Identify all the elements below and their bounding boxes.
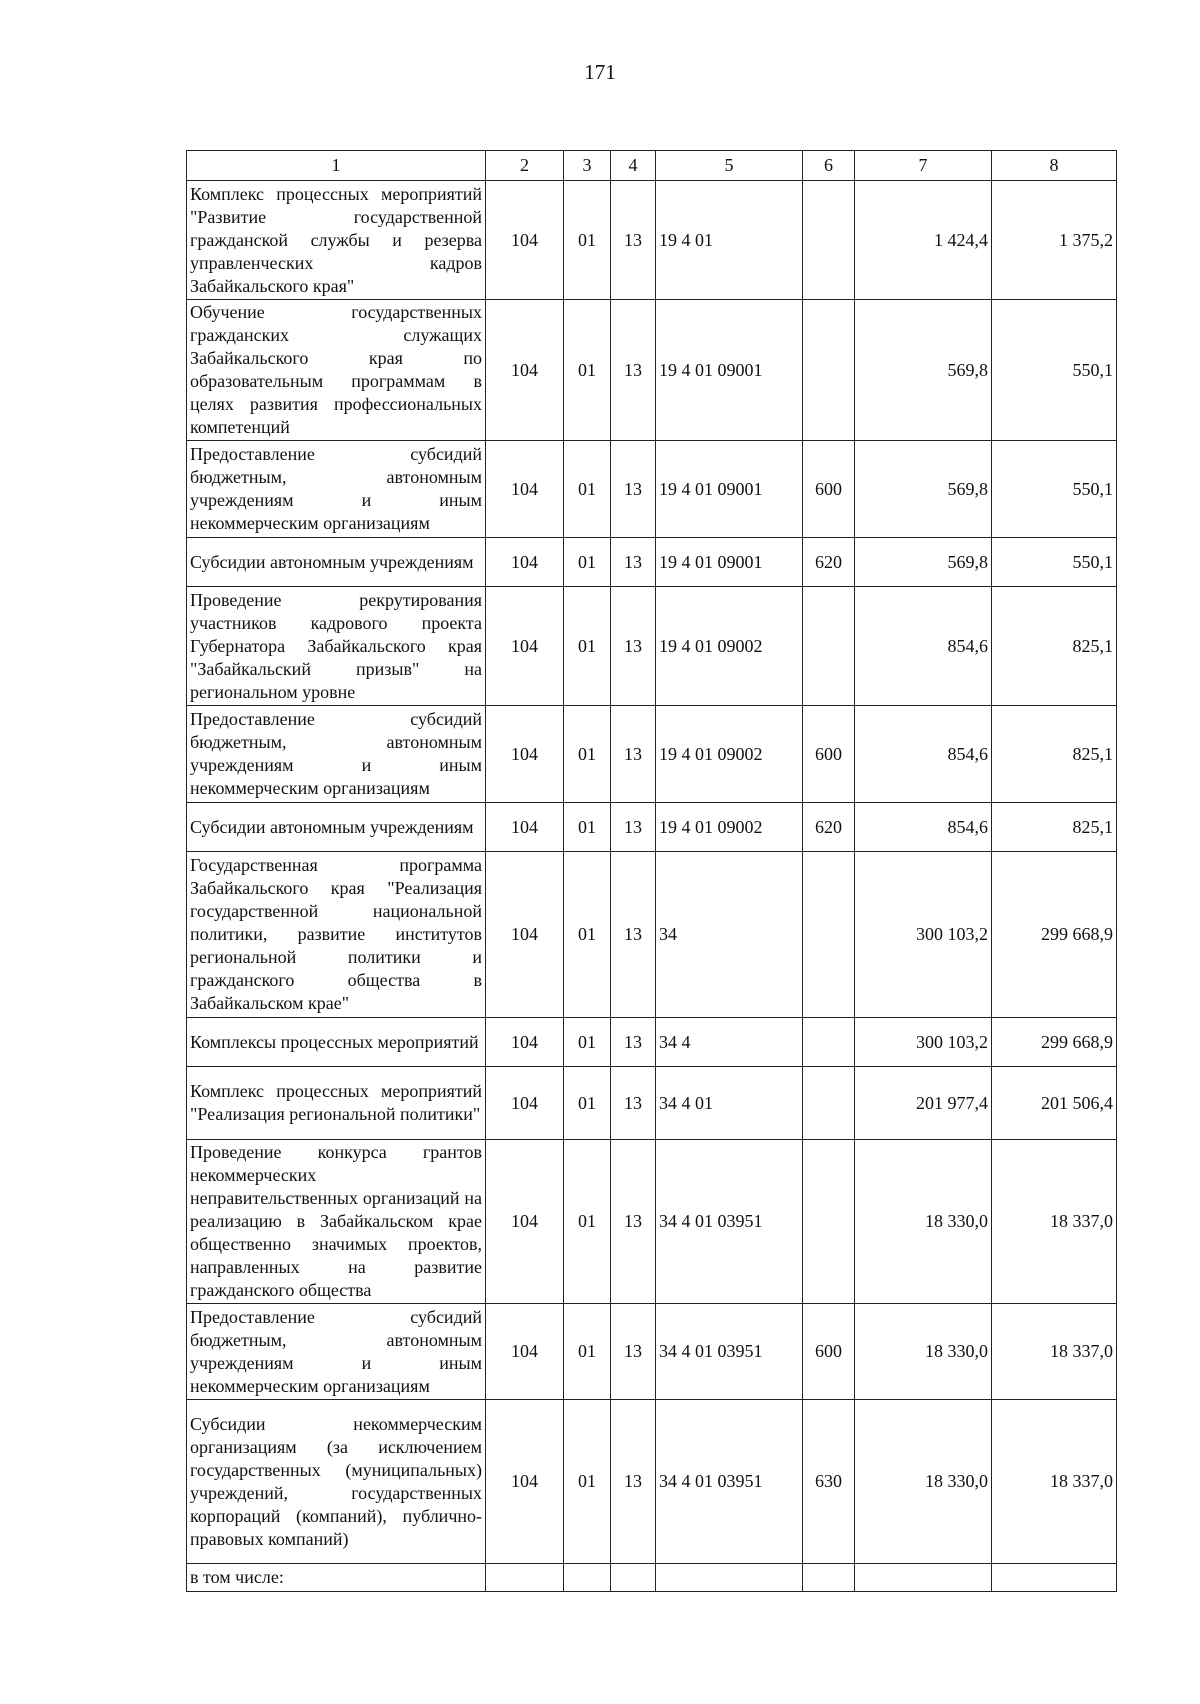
cell-col7: 569,8: [855, 441, 992, 538]
table-row: [187, 1400, 1117, 1564]
row-name: в том числе:: [187, 1564, 486, 1592]
cell-col3: 01: [564, 538, 611, 587]
cell-col8: 18 337,0: [992, 1140, 1117, 1304]
row-name: Предоставление субсидий бюджетным, автономным учреждениям и иным некоммерческим организациям: [187, 1304, 486, 1400]
cell-col4: 13: [611, 1018, 656, 1067]
row-name: Субсидии автономным учреждениям: [187, 538, 486, 587]
header-cell-1: 1: [187, 151, 486, 181]
cell-col6: [803, 1067, 855, 1140]
cell-col8: 550,1: [992, 538, 1117, 587]
cell-col4: 13: [611, 852, 656, 1018]
cell-col3: 01: [564, 1018, 611, 1067]
cell-col5: 34 4 01 03951: [656, 1140, 803, 1304]
table-row: [187, 1564, 1117, 1592]
row-name: Комплекс процессных мероприятий "Развитие государственной гражданской службы и резерва управленческих кадров Забайкальского края": [187, 181, 486, 300]
cell-col6: 600: [803, 706, 855, 803]
budget-table: [186, 150, 1117, 1592]
table-row: [187, 441, 1117, 538]
cell-col6: [803, 1140, 855, 1304]
row-name: Предоставление субсидий бюджетным, автономным учреждениям и иным некоммерческим организациям: [187, 441, 486, 538]
cell-col2: 104: [486, 181, 564, 300]
row-name: Комплекс процессных мероприятий "Реализация региональной политики": [187, 1067, 486, 1140]
row-name: Проведение рекрутирования участников кадрового проекта Губернатора Забайкальского края "Забайкальский призыв" на региональном уровне: [187, 587, 486, 706]
header-cell-2: 2: [486, 151, 564, 181]
cell-col3: 01: [564, 1140, 611, 1304]
cell-col6: 600: [803, 441, 855, 538]
cell-col8: 825,1: [992, 803, 1117, 852]
header-cell-7: 7: [855, 151, 992, 181]
cell-col4: [611, 1564, 656, 1592]
table-row: [187, 803, 1117, 852]
cell-col7: 569,8: [855, 538, 992, 587]
cell-col6: 600: [803, 1304, 855, 1400]
cell-col3: 01: [564, 1400, 611, 1564]
cell-col2: 104: [486, 538, 564, 587]
cell-col2: 104: [486, 1067, 564, 1140]
cell-col2: 104: [486, 441, 564, 538]
cell-col8: 18 337,0: [992, 1400, 1117, 1564]
cell-col5: [656, 1564, 803, 1592]
cell-col7: 18 330,0: [855, 1304, 992, 1400]
row-name: Субсидии автономным учреждениям: [187, 803, 486, 852]
cell-col6: 630: [803, 1400, 855, 1564]
cell-col2: 104: [486, 1400, 564, 1564]
table-row: [187, 587, 1117, 706]
row-name: Обучение государственных гражданских служащих Забайкальского края по образовательным программам в целях развития профессиональных компетенций: [187, 300, 486, 441]
cell-col6: [803, 852, 855, 1018]
cell-col4: 13: [611, 300, 656, 441]
cell-col4: 13: [611, 587, 656, 706]
cell-col2: 104: [486, 706, 564, 803]
header-cell-4: 4: [611, 151, 656, 181]
cell-col6: [803, 587, 855, 706]
cell-col7: 300 103,2: [855, 1018, 992, 1067]
cell-col2: 104: [486, 587, 564, 706]
cell-col8: 550,1: [992, 300, 1117, 441]
cell-col5: 19 4 01 09001: [656, 300, 803, 441]
table-row: [187, 1304, 1117, 1400]
cell-col6: [803, 1018, 855, 1067]
cell-col3: 01: [564, 803, 611, 852]
cell-col8: 18 337,0: [992, 1304, 1117, 1400]
cell-col6: [803, 1564, 855, 1592]
cell-col4: 13: [611, 706, 656, 803]
cell-col3: 01: [564, 181, 611, 300]
page-number: 171: [584, 60, 616, 84]
table-row: [187, 706, 1117, 803]
table-row: [187, 538, 1117, 587]
header-cell-6: 6: [803, 151, 855, 181]
cell-col8: 550,1: [992, 441, 1117, 538]
cell-col8: 825,1: [992, 706, 1117, 803]
cell-col5: 19 4 01 09002: [656, 706, 803, 803]
cell-col7: 300 103,2: [855, 852, 992, 1018]
cell-col5: 34: [656, 852, 803, 1018]
cell-col2: [486, 1564, 564, 1592]
header-cell-8: 8: [992, 151, 1117, 181]
cell-col5: 19 4 01 09001: [656, 441, 803, 538]
cell-col8: 299 668,9: [992, 852, 1117, 1018]
cell-col4: 13: [611, 181, 656, 300]
cell-col3: 01: [564, 441, 611, 538]
cell-col4: 13: [611, 803, 656, 852]
cell-col8: 299 668,9: [992, 1018, 1117, 1067]
row-name: Предоставление субсидий бюджетным, автономным учреждениям и иным некоммерческим организациям: [187, 706, 486, 803]
cell-col7: [855, 1564, 992, 1592]
cell-col5: 34 4 01 03951: [656, 1304, 803, 1400]
cell-col3: 01: [564, 587, 611, 706]
cell-col7: 201 977,4: [855, 1067, 992, 1140]
table-row: [187, 300, 1117, 441]
cell-col2: 104: [486, 1018, 564, 1067]
cell-col3: 01: [564, 706, 611, 803]
cell-col7: 854,6: [855, 803, 992, 852]
cell-col3: 01: [564, 300, 611, 441]
cell-col2: 104: [486, 803, 564, 852]
cell-col6: [803, 300, 855, 441]
cell-col7: 569,8: [855, 300, 992, 441]
cell-col2: 104: [486, 852, 564, 1018]
table-row: [187, 852, 1117, 1018]
header-cell-3: 3: [564, 151, 611, 181]
cell-col2: 104: [486, 1140, 564, 1304]
header-cell-5: 5: [656, 151, 803, 181]
cell-col5: 19 4 01 09002: [656, 587, 803, 706]
cell-col4: 13: [611, 441, 656, 538]
table-header-row: [187, 151, 1117, 181]
cell-col4: 13: [611, 1304, 656, 1400]
cell-col5: 34 4: [656, 1018, 803, 1067]
cell-col5: 19 4 01 09002: [656, 803, 803, 852]
cell-col4: 13: [611, 1400, 656, 1564]
cell-col5: 34 4 01: [656, 1067, 803, 1140]
row-name: Проведение конкурса грантов некоммерческих неправительственных организаций на реализацию в Забайкальском крае общественно значимых проектов, направленных на развитие гражданского общества: [187, 1140, 486, 1304]
cell-col2: 104: [486, 1304, 564, 1400]
cell-col3: 01: [564, 1304, 611, 1400]
cell-col6: 620: [803, 803, 855, 852]
cell-col5: 19 4 01: [656, 181, 803, 300]
cell-col4: 13: [611, 538, 656, 587]
cell-col7: 18 330,0: [855, 1140, 992, 1304]
row-name: Государственная программа Забайкальского края "Реализация государственной национальной политики, развитие институтов региональной политики и гражданского общества в Забайкальском крае": [187, 852, 486, 1018]
cell-col7: 854,6: [855, 706, 992, 803]
cell-col8: 1 375,2: [992, 181, 1117, 300]
cell-col7: 1 424,4: [855, 181, 992, 300]
cell-col7: 18 330,0: [855, 1400, 992, 1564]
cell-col3: 01: [564, 1067, 611, 1140]
cell-col3: [564, 1564, 611, 1592]
cell-col5: 34 4 01 03951: [656, 1400, 803, 1564]
cell-col8: [992, 1564, 1117, 1592]
cell-col2: 104: [486, 300, 564, 441]
cell-col6: 620: [803, 538, 855, 587]
row-name: Комплексы процессных мероприятий: [187, 1018, 486, 1067]
cell-col6: [803, 181, 855, 300]
table-row: [187, 181, 1117, 300]
cell-col3: 01: [564, 852, 611, 1018]
cell-col4: 13: [611, 1067, 656, 1140]
table-row: [187, 1140, 1117, 1304]
table-row: [187, 1018, 1117, 1067]
cell-col4: 13: [611, 1140, 656, 1304]
row-name: Субсидии некоммерческим организациям (за исключением государственных (муниципальных) учреждений, государственных корпораций (компаний), публично-правовых компаний): [187, 1400, 486, 1564]
cell-col5: 19 4 01 09001: [656, 538, 803, 587]
table-row: [187, 1067, 1117, 1140]
cell-col8: 825,1: [992, 587, 1117, 706]
cell-col8: 201 506,4: [992, 1067, 1117, 1140]
cell-col7: 854,6: [855, 587, 992, 706]
